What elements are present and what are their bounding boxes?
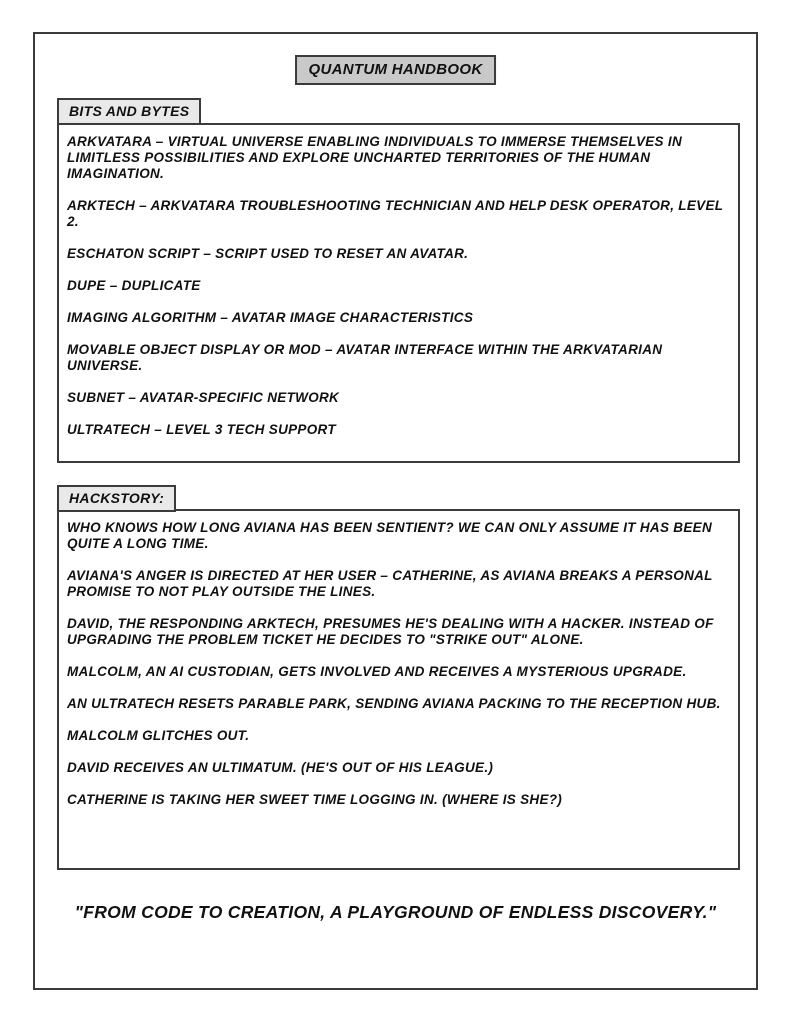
story-paragraph: DAVID RECEIVES AN ULTIMATUM. (HE'S OUT OF HIS LEAGUE.) <box>67 760 494 775</box>
glossary-entry-imaging-algorithm: IMAGING ALGORITHM – AVATAR IMAGE CHARACTERISTICS <box>67 310 474 325</box>
section-label-hackstory: HACKSTORY: <box>57 485 176 512</box>
glossary-entry-eschaton-script: ESCHATON SCRIPT – SCRIPT USED TO RESET AN AVATAR. <box>67 246 469 261</box>
hackstory-box <box>57 509 740 870</box>
section-label-bits-and-bytes: BITS AND BYTES <box>57 98 201 125</box>
story-paragraph: WHO KNOWS HOW LONG AVIANA HAS BEEN SENTIENT? WE CAN ONLY ASSUME IT HAS BEEN QUITE A LONG TIME. <box>67 520 713 551</box>
glossary-box <box>57 123 740 463</box>
glossary-entry-ultratech: ULTRATECH – LEVEL 3 TECH SUPPORT <box>67 422 336 437</box>
glossary-entry-mod: MOVABLE OBJECT DISPLAY OR MOD – AVATAR INTERFACE WITHIN THE ARKVATARIAN UNIVERSE. <box>67 342 663 373</box>
story-paragraph: MALCOLM, AN AI CUSTODIAN, GETS INVOLVED AND RECEIVES A MYSTERIOUS UPGRADE. <box>67 664 687 679</box>
story-paragraph: AVIANA'S ANGER IS DIRECTED AT HER USER – CATHERINE, AS AVIANA BREAKS A PERSONAL PROMISE TO NOT PLAY OUTSIDE THE LINES. <box>67 568 713 599</box>
glossary-entry-subnet: SUBNET – AVATAR-SPECIFIC NETWORK <box>67 390 340 405</box>
story-paragraph: DAVID, THE RESPONDING ARKTECH, PRESUMES HE'S DEALING WITH A HACKER. INSTEAD OF UPGRADING THE PROBLEM TICKET HE DECIDES TO "STRIKE OUT" ALONE. <box>67 616 714 647</box>
story-paragraph: CATHERINE IS TAKING HER SWEET TIME LOGGING IN. (WHERE IS SHE?) <box>67 792 563 807</box>
page-border <box>33 32 758 990</box>
story-paragraph: MALCOLM GLITCHES OUT. <box>67 728 250 743</box>
glossary-entry-arktech: ARKTECH – ARKVATARA TROUBLESHOOTING TECHNICIAN AND HELP DESK OPERATOR, LEVEL 2. <box>67 198 724 229</box>
page-title: QUANTUM HANDBOOK <box>295 55 497 85</box>
story-paragraph: AN ULTRATECH RESETS PARABLE PARK, SENDING AVIANA PACKING TO THE RECEPTION HUB. <box>67 696 721 711</box>
footer-quote: "FROM CODE TO CREATION, A PLAYGROUND OF ENDLESS DISCOVERY." <box>74 902 717 922</box>
glossary-entry-arkvatara: ARKVATARA – VIRTUAL UNIVERSE ENABLING INDIVIDUALS TO IMMERSE THEMSELVES IN LIMITLESS POSSIBILITIES AND EXPLORE UNCHARTED TERRITORIES OF THE HUMAN IMAGINATION. <box>67 134 683 181</box>
glossary-entry-dupe: DUPE – DUPLICATE <box>67 278 201 293</box>
